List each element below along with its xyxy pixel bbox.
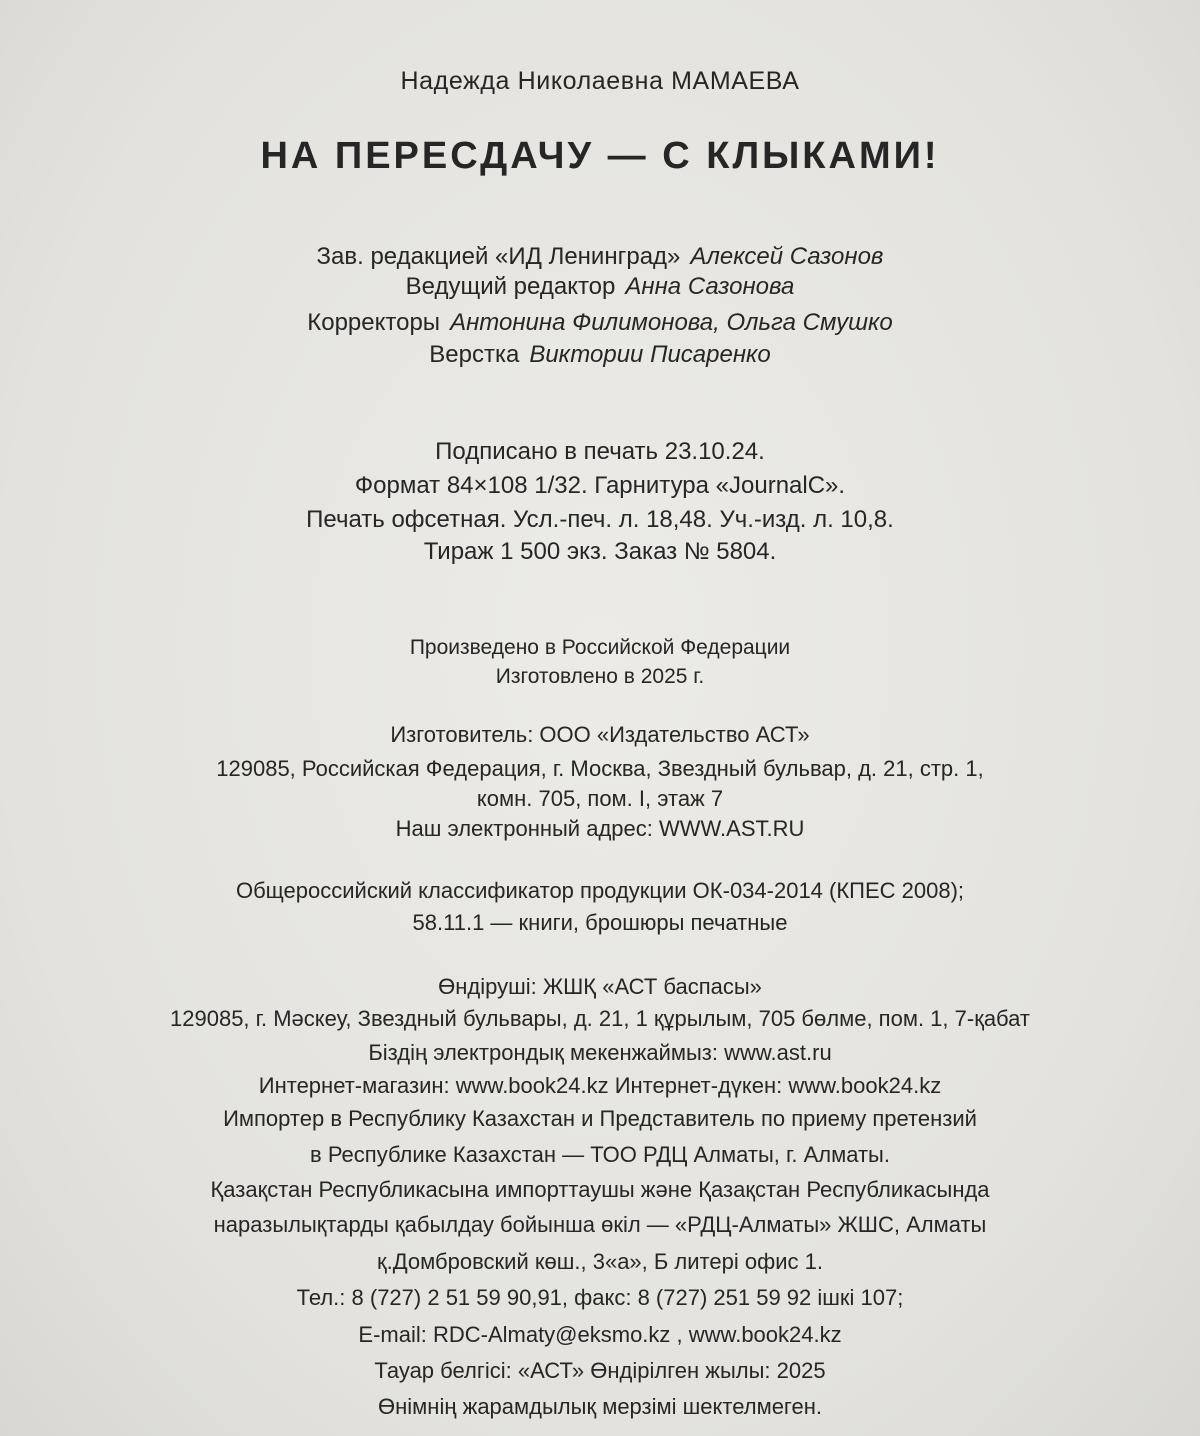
- classifier-line: Общероссийский классификатор продукции ОК-034-2014 (КПЕС 2008);: [235, 878, 965, 903]
- manufacturer-line: Изготовитель: ООО «Издательство АСТ»: [390, 722, 810, 747]
- print-info-line: Тираж 1 500 экз. Заказ № 5804.: [423, 538, 777, 565]
- manufacturer-line: 129085, Российская Федерация, г. Москва, Звездный бульвар, д. 21, стр. 1,: [216, 756, 984, 781]
- kazakh-line: Интернет-магазин: www.book24.kz Интернет-дүкен: www.book24.kz: [258, 1073, 942, 1098]
- credit-name: Антонина Филимонова, Ольга Смушко: [450, 309, 893, 336]
- credit-role: Зав. редакцией «ИД Ленинград»: [316, 243, 681, 270]
- credit-name: Виктории Писаренко: [529, 341, 771, 368]
- credit-line: [0, 340, 1200, 370]
- print-info-line: Формат 84×108 1/32. Гарнитура «JournalC».: [354, 472, 846, 499]
- kazakh-line: Өндіруші: ЖШҚ «АСТ баспасы»: [438, 974, 762, 999]
- kazakh-line: 129085, г. Мәскеу, Звездный бульвары, д. 21, 1 құрылым, 705 бөлме, пом. 1, 7-қабат: [170, 1006, 1030, 1031]
- credit-line: [0, 242, 1200, 272]
- author-name: Надежда Николаевна МАМАЕВА: [400, 67, 800, 95]
- kazakh-line: Біздің электрондық мекенжаймыз: www.ast.ru: [368, 1040, 832, 1065]
- kazakh-line: наразылықтарды қабылдау бойынша өкіл — «РДЦ-Алматы» ЖШС, Алматы: [213, 1212, 987, 1237]
- credit-role: Верстка: [429, 341, 520, 368]
- kazakh-line: E-mail: RDC-Almaty@eksmo.kz , www.book24.kz: [358, 1322, 842, 1347]
- kazakh-line: Тауар белгісі: «АСТ» Өндірілген жылы: 2025: [374, 1358, 826, 1383]
- production-line: Произведено в Российской Федерации: [409, 636, 791, 659]
- print-info-line: Подписано в печать 23.10.24.: [435, 438, 765, 465]
- production-line: Изготовлено в 2025 г.: [495, 665, 705, 688]
- kazakh-line: Тел.: 8 (727) 2 51 59 90,91, факс: 8 (727) 251 59 92 ішкі 107;: [296, 1285, 904, 1310]
- manufacturer-line: комн. 705, пом. I, этаж 7: [476, 786, 724, 811]
- manufacturer-line: Наш электронный адрес: WWW.AST.RU: [395, 816, 805, 841]
- credit-name: Анна Сазонова: [625, 273, 795, 300]
- kazakh-line: Қазақстан Республикасына импорттаушы және Қазақстан Республикасында: [210, 1177, 990, 1202]
- credit-name: Алексей Сазонов: [690, 243, 884, 270]
- kazakh-line: в Республике Казахстан — ТОО РДЦ Алматы, г. Алматы.: [310, 1142, 890, 1167]
- kazakh-line: Импортер в Республику Казахстан и Представитель по приему претензий: [223, 1106, 977, 1131]
- credit-line: [0, 308, 1200, 338]
- kazakh-line: Өнімнің жарамдылық мерзімі шектелмеген.: [378, 1394, 822, 1419]
- credit-role: Корректоры: [307, 309, 441, 336]
- book-title: НА ПЕРЕСДАЧУ — С КЛЫКАМИ!: [260, 135, 940, 177]
- print-info-line: Печать офсетная. Усл.-печ. л. 18,48. Уч.-изд. л. 10,8.: [306, 506, 894, 533]
- kazakh-line: қ.Домбровский көш., 3«а», Б литері офис 1.: [377, 1249, 823, 1274]
- classifier-line: 58.11.1 — книги, брошюры печатные: [412, 910, 788, 935]
- credit-role: Ведущий редактор: [405, 273, 616, 300]
- credit-line: [0, 272, 1200, 302]
